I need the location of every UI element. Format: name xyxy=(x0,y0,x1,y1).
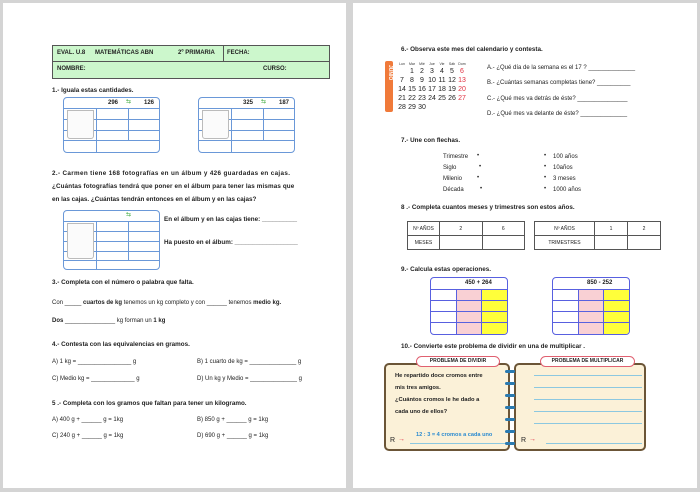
table-header: Nº AÑOS xyxy=(408,222,440,236)
bullet-icon[interactable]: • xyxy=(544,153,547,159)
day-cell: 29 xyxy=(408,104,416,111)
day-header: Mar xyxy=(408,62,416,66)
table-header: Nº AÑOS xyxy=(535,222,595,236)
problem-line: mis tres amigos. xyxy=(395,385,441,391)
answer-cell[interactable] xyxy=(595,236,628,250)
day-header: Dom xyxy=(458,62,466,66)
answer-line[interactable] xyxy=(546,443,642,444)
bullet-icon[interactable]: • xyxy=(479,164,482,170)
day-cell: 4 xyxy=(440,68,444,75)
q2-answer-1[interactable]: En el álbum y en las cajas tiene: __________ xyxy=(164,216,298,223)
q2-answer-2[interactable]: Ha puesto en el álbum: __________________ xyxy=(164,239,298,246)
spiral-ring-icon xyxy=(505,382,515,385)
day-cell: 2 xyxy=(420,68,424,75)
abn-grid-1 xyxy=(63,97,160,153)
q7-left-1: Siglo xyxy=(443,165,457,171)
division-answer: 12 : 3 = 4 cromos a cada uno xyxy=(416,432,493,438)
q3-line2[interactable] xyxy=(52,318,165,324)
curso-field[interactable]: CURSO: xyxy=(263,66,287,72)
day-cell: 5 xyxy=(450,68,454,75)
eval-label: EVAL. U.8 xyxy=(57,50,86,56)
day-cell: 1 xyxy=(410,68,414,75)
q4-item-a[interactable]: A) 1 kg = ________________ g xyxy=(52,359,137,365)
day-cell: 19 xyxy=(448,86,456,93)
month-label: JUNIO xyxy=(387,65,393,81)
problem-line: cada uno de ellos? xyxy=(395,409,448,415)
day-header: Mié xyxy=(419,62,425,66)
exchange-arrow-icon: ⇆ xyxy=(261,99,267,105)
notebook-right xyxy=(514,363,646,451)
day-cell: 15 xyxy=(408,86,416,93)
grid-2-a: 325 xyxy=(243,100,254,106)
op-add-label: 450 + 264 xyxy=(465,280,492,286)
bullet-icon[interactable]: • xyxy=(477,153,480,159)
fecha-field[interactable]: FECHA: xyxy=(227,50,250,56)
nombre-field[interactable]: NOMBRE: xyxy=(57,66,86,72)
day-cell: 9 xyxy=(420,77,424,84)
arrow-right-icon: → xyxy=(398,436,405,443)
q3-text: _______________ kg forman un xyxy=(63,318,154,324)
problem-line: He repartido doce cromos entre xyxy=(395,373,483,379)
q7-right-2: 3 meses xyxy=(553,176,576,182)
q4-title: 4.- Contesta con las equivalencias en gramos. xyxy=(52,341,190,348)
q5-item-a[interactable]: A) 400 g + ______ g = 1kg xyxy=(52,417,124,423)
day-header: Vie xyxy=(439,62,445,66)
arrow-right-icon: → xyxy=(529,436,536,443)
day-cell: 3 xyxy=(430,68,434,75)
q2-line3: en las cajas. ¿Cuántas tendrán entonces en el álbum y en las cajas? xyxy=(52,196,257,203)
table-cell: 2 xyxy=(440,222,483,236)
q2-line2: ¿Cuántas fotografías tendrá que poner en el álbum para tener las mismas que xyxy=(52,183,295,190)
day-cell: 27 xyxy=(458,95,466,102)
answer-cell[interactable] xyxy=(482,236,525,250)
day-header: Lun xyxy=(399,62,405,66)
q5-item-c[interactable]: C) 240 g + ______ g = 1kg xyxy=(52,433,124,439)
day-cell: 6 xyxy=(460,68,464,75)
grid-2-b: 187 xyxy=(279,100,290,106)
grade-label: 2º PRIMARIA xyxy=(178,50,215,56)
day-cell xyxy=(397,67,407,76)
exchange-arrow-icon: ⇆ xyxy=(126,99,132,105)
q4-item-d[interactable]: D) Un kg y Medio = ______________ g xyxy=(197,376,302,382)
spiral-ring-icon xyxy=(505,418,515,421)
q3-text: Dos xyxy=(52,318,64,324)
q3-text: 1 kg xyxy=(153,318,166,324)
bullet-icon[interactable]: • xyxy=(544,164,547,170)
r-label: R xyxy=(521,437,527,444)
q7-right-1: 10años xyxy=(553,165,573,171)
q7-left-2: Milenio xyxy=(443,176,463,182)
day-cell: 25 xyxy=(438,95,446,102)
day-cell: 11 xyxy=(438,77,446,84)
table-header: MESES xyxy=(408,236,440,250)
problem-line: ¿Cuántos cromos le he dado a xyxy=(395,397,480,403)
q8-table-months xyxy=(407,221,525,250)
jar-icon xyxy=(202,110,229,139)
answer-cell[interactable] xyxy=(440,236,483,250)
day-header: Sáb xyxy=(448,62,456,66)
abn-grid-2 xyxy=(198,97,295,153)
tab-problem-multiply: PROBLEMA DE MULTIPLICAR xyxy=(540,356,635,367)
answer-cell[interactable] xyxy=(628,236,661,250)
spiral-ring-icon xyxy=(505,430,515,433)
q10-title: 10.- Convierte este problema de dividir en una de multiplicar . xyxy=(401,343,586,350)
day-cell: 28 xyxy=(398,104,406,111)
tab-problem-divide: PROBLEMA DE DIVIDIR xyxy=(416,356,500,367)
q3-text: Con _____ xyxy=(52,300,84,306)
day-cell: 20 xyxy=(458,86,466,93)
calendar-month-tab xyxy=(385,61,393,112)
table-header: TRIMESTRES xyxy=(535,236,595,250)
day-cell: 16 xyxy=(418,86,426,93)
q3-text: medio kg. xyxy=(253,300,282,306)
table-cell: 1 xyxy=(595,222,628,236)
day-header: Jue xyxy=(429,62,435,66)
q8-title: 8 .- Completa cuantos meses y trimestres son estos años. xyxy=(401,204,575,211)
q6-question-b[interactable]: B.- ¿Cuántas semanas completas tiene? __________ xyxy=(487,80,631,86)
q1-title: 1.- Iguala estas cantidades. xyxy=(52,87,134,94)
grid-1-b: 126 xyxy=(144,100,155,106)
q6-question-c[interactable]: C.- ¿Qué mes va detrás de éste? _______________ xyxy=(487,96,628,102)
day-cell: 26 xyxy=(448,95,456,102)
spiral-ring-icon xyxy=(505,406,515,409)
day-cell: 24 xyxy=(428,95,436,102)
day-cell: 21 xyxy=(398,95,406,102)
q6-question-a[interactable]: A.- ¿Qué día de la semana es el 17 ? ______________ xyxy=(487,65,636,71)
bullet-icon[interactable]: • xyxy=(544,175,547,181)
q3-line1[interactable] xyxy=(52,300,281,306)
q7-right-3: 1000 años xyxy=(553,187,582,193)
spiral-ring-icon xyxy=(505,442,515,445)
day-cell: 22 xyxy=(408,95,416,102)
spiral-ring-icon xyxy=(505,394,515,397)
q6-title: 6.- Observa este mes del calendario y contesta. xyxy=(401,46,543,53)
q7-right-0: 100 años xyxy=(553,154,578,160)
jar-icon xyxy=(67,223,94,259)
day-cell: 18 xyxy=(438,86,446,93)
q4-item-c[interactable]: C) Medio kg = _____________ g xyxy=(52,376,140,382)
day-cell: 7 xyxy=(400,77,404,84)
q3-text: cuartos de kg xyxy=(83,300,123,306)
left-page xyxy=(3,3,346,488)
exchange-arrow-icon: ⇆ xyxy=(126,212,132,218)
q3-title: 3.- Completa con el número o palabra que falta. xyxy=(52,279,194,286)
q2-line1: 2.- Carmen tiene 168 fotografías en un álbum y 426 guardadas en cajas. xyxy=(52,170,291,177)
table-cell: 6 xyxy=(482,222,525,236)
q7-left-0: Trimestre xyxy=(443,154,469,160)
spiral-ring-icon xyxy=(505,370,515,373)
q5-item-b[interactable]: B) 850 g + ______ g = 1kg xyxy=(197,417,269,423)
jar-icon xyxy=(67,110,94,139)
day-cell: 12 xyxy=(448,77,456,84)
abn-grid-3 xyxy=(63,210,160,270)
table-cell: 2 xyxy=(628,222,661,236)
q5-title: 5 .- Completa con los gramos que faltan para tener un kilogramo. xyxy=(52,400,247,407)
day-cell: 17 xyxy=(428,86,436,93)
right-page xyxy=(353,3,697,488)
q3-text: tenemos un kg completo y con ______ tenemos xyxy=(122,300,254,306)
op-sub-label: 850 - 252 xyxy=(587,280,613,286)
q7-left-3: Década xyxy=(443,187,464,193)
op-grid-add xyxy=(430,277,508,335)
q5-item-d[interactable]: D) 690 g + ______ g = 1kg xyxy=(197,433,269,439)
day-cell: 10 xyxy=(428,77,436,84)
q6-question-d[interactable]: D.- ¿Qué mes va delante de éste? ______________ xyxy=(487,111,628,117)
subject-label: MATEMÁTICAS ABN xyxy=(95,50,154,56)
calendar xyxy=(397,61,467,112)
exam-header xyxy=(52,45,330,79)
q7-title: 7.- Une con flechas. xyxy=(401,137,461,144)
day-cell: 8 xyxy=(410,77,414,84)
day-cell: 14 xyxy=(398,86,406,93)
day-cell: 13 xyxy=(458,77,466,84)
day-cell: 30 xyxy=(418,104,426,111)
notebook-left xyxy=(384,363,510,451)
bullet-icon[interactable]: • xyxy=(477,175,480,181)
day-cell: 23 xyxy=(418,95,426,102)
r-label: R xyxy=(390,437,396,444)
q4-item-b[interactable]: B) 1 cuarto de kg = ______________ g xyxy=(197,359,302,365)
bullet-icon[interactable]: • xyxy=(480,186,483,192)
bullet-icon[interactable]: • xyxy=(544,186,547,192)
grid-1-a: 296 xyxy=(108,100,119,106)
q9-title: 9.- Calcula estas operaciones. xyxy=(401,266,491,273)
q8-table-trimesters xyxy=(534,221,661,250)
op-grid-sub xyxy=(552,277,630,335)
